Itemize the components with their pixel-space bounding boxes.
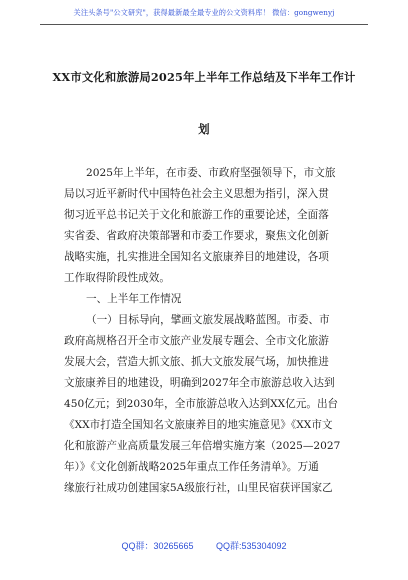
body-line: 工作取得阶段性成效。 (64, 272, 170, 284)
body-line: 450亿元；到2030年，全市旅游总收入达到XX亿元。出台 (64, 398, 339, 410)
body-line: 化和旅游产业高质量发展三年倍增实施方案（2025—2027 (64, 440, 341, 452)
body-line: 年）》《文化创新战略2025年重点工作任务清单》。万通 (64, 461, 319, 473)
body-line: 缘旅行社成功创建国家5A级旅行社，山里民宿获评国家乙 (64, 482, 333, 494)
footer-qq-group-2[interactable]: QQ群:535304092 (216, 541, 287, 551)
document-body (64, 166, 364, 536)
header-divider (40, 24, 368, 25)
header-banner: 关注头条号"公文研究"，获得最新最全最专业的公文资料库！ 微信：gongwenyj (73, 8, 335, 17)
footer-qq-group-1[interactable]: QQ群：30265665 (121, 541, 194, 551)
document-title-line2: 划 (198, 122, 210, 136)
body-line: （一）目标导向，擘画文旅发展战略蓝图。市委、市 (86, 314, 330, 326)
body-line: 政府高规格召开全市文旅产业发展专题会、全市文化旅游 (64, 335, 329, 347)
body-line: 局以习近平新时代中国特色社会主义思想为指引，深入贯 (64, 188, 329, 200)
body-line: 彻习近平总书记关于文化和旅游工作的重要论述，全面落 (64, 209, 329, 221)
document-title-line1: XX市文化和旅游局2025年上半年工作总结及下半年工作计 (52, 70, 356, 84)
body-line: 《XX市打造全国知名文旅康养目的地实施意见》《XX市文 (64, 419, 333, 431)
body-line: 实省委、省政府决策部署和市委工作要求，聚焦文化创新 (64, 230, 329, 242)
footer-contact (0, 539, 408, 552)
body-line: 文旅康养目的地建设，明确到2027年全市旅游总收入达到 (64, 377, 335, 389)
body-line: 发展大会，营造大抓文旅、抓大文旅发展气场，加快推进 (64, 356, 329, 368)
body-line: 2025年上半年，在市委、市政府坚强领导下，市文旅 (86, 167, 336, 179)
body-line: 战略实施，扎实推进全国知名文旅康养目的地建设，各项 (64, 251, 329, 263)
section-heading: 一、上半年工作情况 (86, 293, 182, 305)
